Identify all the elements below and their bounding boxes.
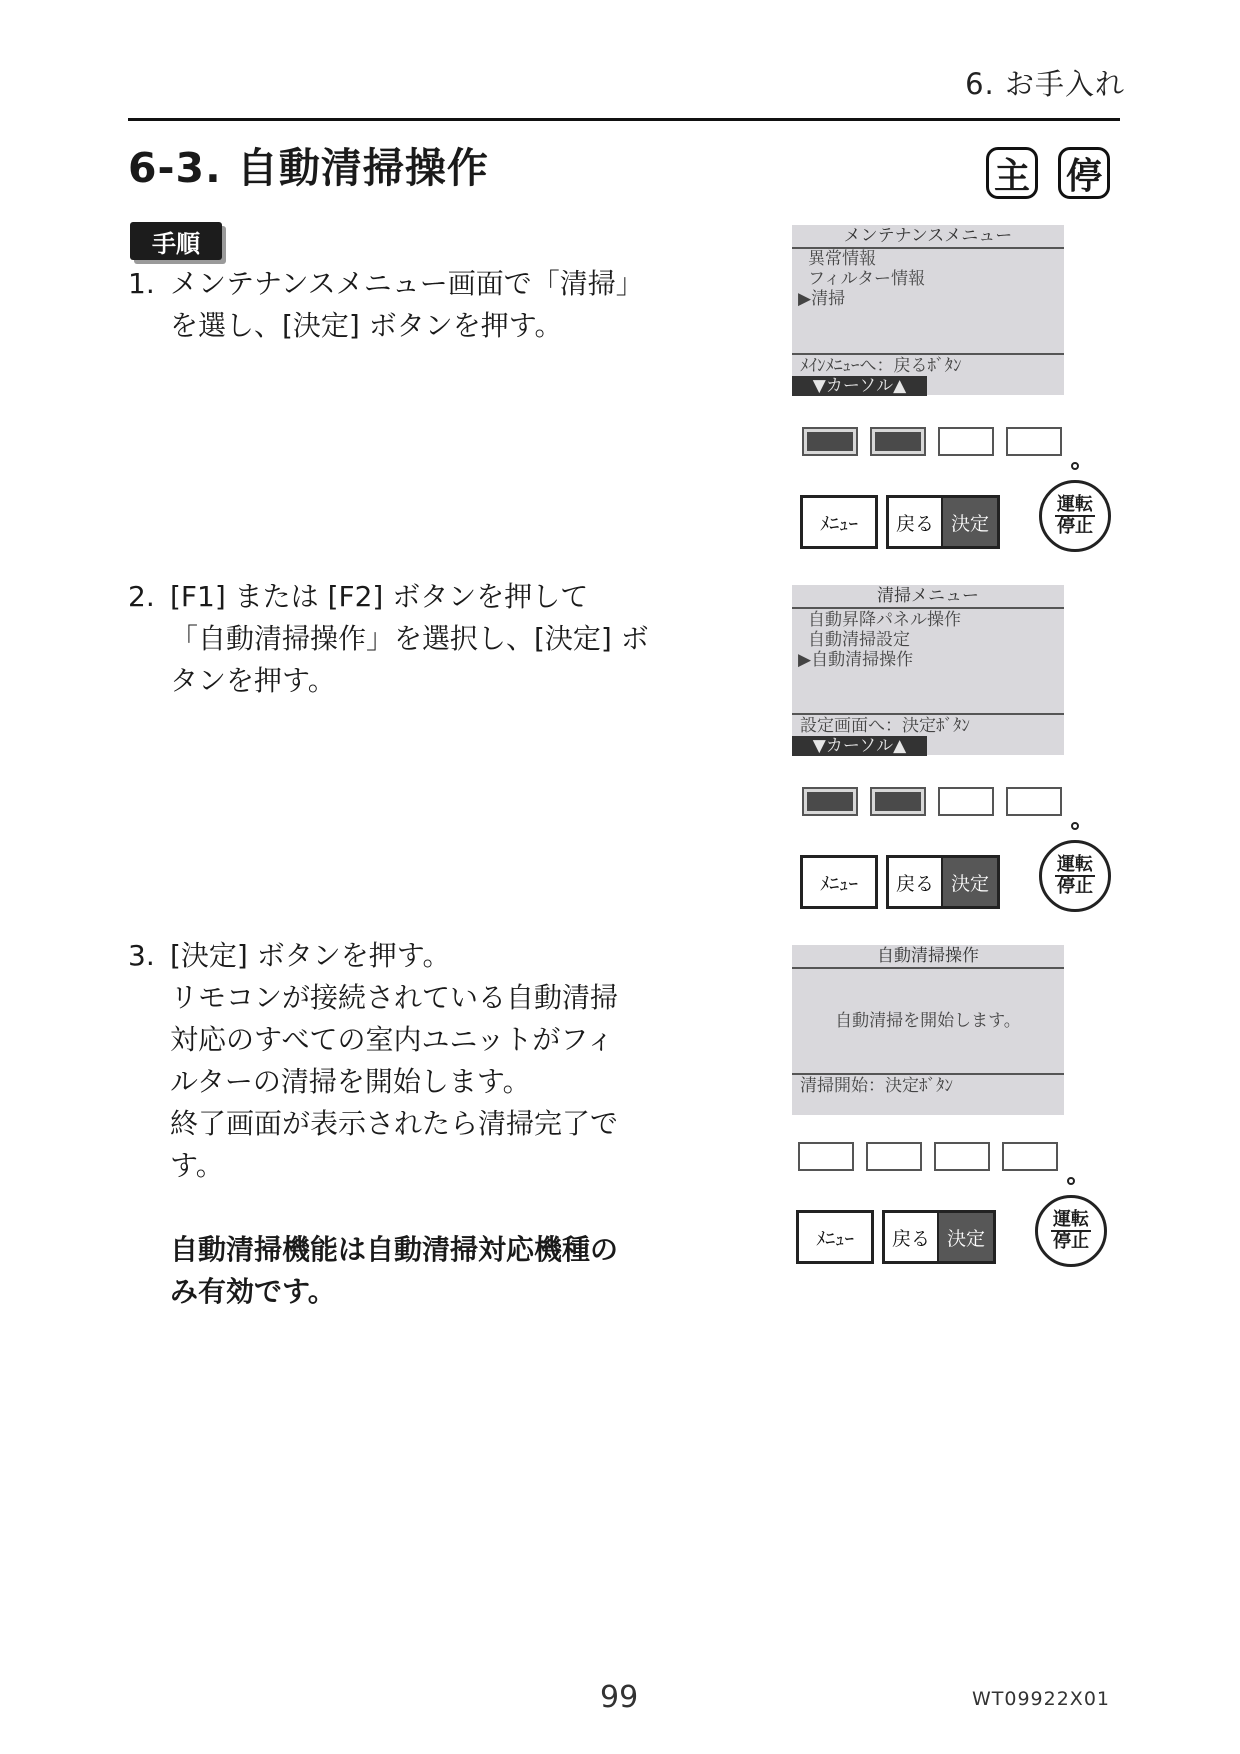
f4-key[interactable] — [1006, 427, 1062, 456]
lcd-menu-item: フィルター情報 — [808, 269, 925, 289]
lcd-message: 自動清掃を開始します。 — [835, 1011, 1021, 1031]
function-keys-3 — [798, 1142, 1058, 1171]
f4-key[interactable] — [1006, 787, 1062, 816]
step-note: 自動清掃機能は自動清掃対応機種の — [170, 1233, 619, 1266]
lcd-hint: ﾒｲﾝﾒﾆｭｰへ：戻るﾎﾞﾀﾝ — [800, 356, 962, 376]
lcd-divider — [792, 1073, 1064, 1075]
ok-button[interactable]: 決定 — [943, 498, 997, 546]
power-label: 停止 — [1053, 1231, 1089, 1252]
f2-key[interactable] — [866, 1142, 922, 1171]
back-ok-pair — [886, 495, 1000, 549]
lcd-menu-item-selected: ▶清掃 — [798, 289, 846, 309]
f1-key[interactable] — [798, 1142, 854, 1171]
lcd-screen-auto-cleaning — [792, 945, 1064, 1115]
step-1 — [128, 263, 668, 347]
step-text: を選し、[決定] ボタンを押す。 — [170, 309, 563, 342]
f3-key[interactable] — [938, 427, 994, 456]
section-label: 6. お手入れ — [965, 67, 1125, 101]
power-label: 停止 — [1057, 516, 1093, 537]
power-label: 運転 — [1057, 494, 1093, 515]
page-title: 6-3. 自動清掃操作 — [128, 144, 489, 192]
lcd-screen-maintenance-menu — [792, 225, 1064, 395]
menu-button[interactable]: ﾒﾆｭｰ — [800, 855, 878, 909]
back-button[interactable]: 戻る — [885, 1213, 939, 1261]
lcd-divider — [792, 713, 1064, 715]
lcd-title: メンテナンスメニュー — [792, 225, 1064, 249]
lcd-cursor-bar: ▼カーソル▲ — [792, 376, 927, 396]
f4-key[interactable] — [1002, 1142, 1058, 1171]
step-number: 2. — [128, 580, 155, 613]
power-indicator-icon — [1071, 462, 1079, 470]
function-keys-2 — [802, 787, 1062, 816]
back-ok-pair — [886, 855, 1000, 909]
lcd-screen-cleaning-menu — [792, 585, 1064, 755]
back-button[interactable]: 戻る — [889, 498, 943, 546]
lcd-divider — [792, 353, 1064, 355]
ok-button[interactable]: 決定 — [939, 1213, 993, 1261]
step-2 — [128, 576, 668, 702]
control-buttons-3 — [796, 1210, 996, 1264]
step-text: 終了画面が表示されたら清掃完了で — [170, 1107, 619, 1140]
lcd-menu-item: 異常情報 — [808, 249, 876, 269]
ok-button[interactable]: 決定 — [943, 858, 997, 906]
lcd-menu-item-selected: ▶自動清掃操作 — [798, 650, 914, 670]
step-note: み有効です。 — [170, 1275, 336, 1308]
power-button[interactable] — [1039, 480, 1111, 552]
step-text: 対応のすべての室内ユニットがフィ — [170, 1023, 615, 1056]
power-button[interactable] — [1035, 1195, 1107, 1267]
step-text: タンを押す。 — [170, 664, 336, 697]
lcd-menu-item: 自動清掃設定 — [808, 630, 910, 650]
lcd-title: 清掃メニュー — [792, 585, 1064, 609]
lcd-cursor-bar: ▼カーソル▲ — [792, 736, 927, 756]
function-keys-1 — [802, 427, 1062, 456]
back-ok-pair — [882, 1210, 996, 1264]
f3-key[interactable] — [938, 787, 994, 816]
main-remote-icon: 主 — [986, 147, 1038, 199]
f1-key[interactable] — [802, 427, 858, 456]
control-buttons-1 — [800, 495, 1000, 549]
lcd-hint: 設定画面へ：決定ﾎﾞﾀﾝ — [800, 716, 970, 736]
power-label: 運転 — [1057, 854, 1093, 875]
stopped-state-icon: 停 — [1058, 147, 1110, 199]
power-label: 停止 — [1057, 876, 1093, 897]
step-text: [決定] ボタンを押す。 — [170, 939, 451, 972]
f2-key[interactable] — [870, 787, 926, 816]
page-number: 99 — [600, 1680, 639, 1715]
procedure-tag: 手順 — [130, 222, 222, 260]
menu-button[interactable]: ﾒﾆｭｰ — [796, 1210, 874, 1264]
lcd-title: 自動清掃操作 — [792, 945, 1064, 969]
step-number: 1. — [128, 267, 155, 300]
lcd-hint: 清掃開始：決定ﾎﾞﾀﾝ — [800, 1076, 953, 1096]
step-text: す。 — [170, 1149, 224, 1182]
step-text: ルターの清掃を開始します。 — [170, 1065, 531, 1098]
f2-key[interactable] — [870, 427, 926, 456]
document-code: WT09922X01 — [971, 1688, 1110, 1710]
header-rule — [128, 118, 1120, 121]
back-button[interactable]: 戻る — [889, 858, 943, 906]
lcd-menu-item: 自動昇降パネル操作 — [808, 610, 961, 630]
step-3 — [128, 935, 668, 1313]
step-number: 3. — [128, 939, 155, 972]
power-button[interactable] — [1039, 840, 1111, 912]
power-indicator-icon — [1071, 822, 1079, 830]
f3-key[interactable] — [934, 1142, 990, 1171]
step-text: 「自動清掃操作」を選択し、[決定] ボ — [170, 622, 649, 655]
menu-button[interactable]: ﾒﾆｭｰ — [800, 495, 878, 549]
step-text: リモコンが接続されている自動清掃 — [170, 981, 619, 1014]
step-text: [F1] または [F2] ボタンを押して — [170, 580, 589, 613]
power-label: 運転 — [1053, 1209, 1089, 1230]
step-text: メンテナンスメニュー画面で「清掃」 — [170, 267, 644, 300]
control-buttons-2 — [800, 855, 1000, 909]
power-indicator-icon — [1067, 1177, 1075, 1185]
f1-key[interactable] — [802, 787, 858, 816]
